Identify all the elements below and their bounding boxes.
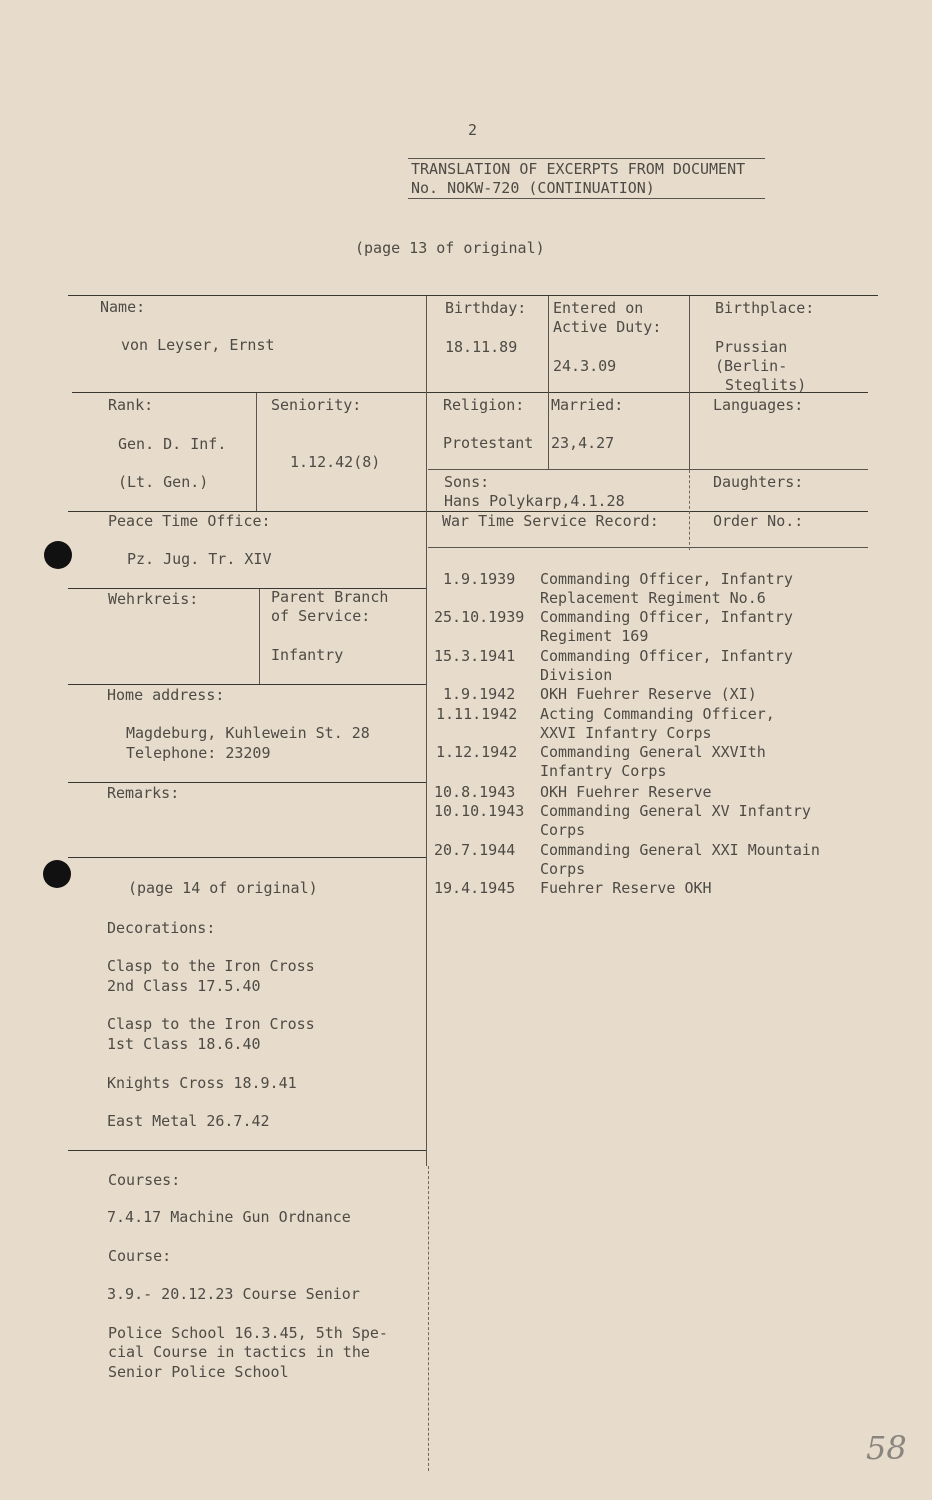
course-item-1: 7.4.17 Machine Gun Ordnance bbox=[107, 1208, 351, 1226]
document-number: No. NOKW-720 (CONTINUATION) bbox=[411, 179, 655, 197]
war-record-text: XXVI Infantry Corps bbox=[540, 724, 712, 742]
punch-hole-top bbox=[44, 541, 72, 569]
order-no-label: Order No.: bbox=[713, 512, 804, 530]
parent-branch-label: Parent Branch bbox=[271, 588, 389, 606]
war-record-text: Regiment 169 bbox=[540, 627, 649, 645]
rank-divider bbox=[256, 393, 257, 511]
order-divider bbox=[689, 470, 690, 550]
course-paragraph-line-2: cial Course in tactics in the bbox=[108, 1343, 370, 1361]
war-record-text: Acting Commanding Officer, bbox=[540, 705, 775, 723]
course-item-2: 3.9.- 20.12.23 Course Senior bbox=[107, 1285, 360, 1303]
war-record-date: 10.8.1943 bbox=[434, 783, 516, 801]
entered-divider bbox=[689, 296, 690, 470]
name-label: Name: bbox=[100, 298, 146, 316]
parent-branch-value: Infantry bbox=[271, 646, 344, 664]
war-record-text: OKH Fuehrer Reserve bbox=[540, 783, 712, 801]
courses-rule bbox=[68, 1150, 426, 1151]
daughters-label: Daughters: bbox=[713, 473, 804, 491]
war-record-text: Commanding Officer, Infantry bbox=[540, 647, 793, 665]
war-record-date: 1.9.1939 bbox=[443, 570, 516, 588]
home-rule bbox=[68, 684, 426, 685]
course-paragraph-line-1: Police School 16.3.45, 5th Spe- bbox=[108, 1324, 388, 1342]
page-reference-mid: (page 14 of original) bbox=[128, 879, 318, 897]
birthday-divider bbox=[548, 296, 549, 470]
war-record-date: 1.9.1942 bbox=[443, 685, 516, 703]
remarks-label: Remarks: bbox=[107, 784, 180, 802]
birthplace-label: Birthplace: bbox=[715, 299, 815, 317]
war-record-date: 19.4.1945 bbox=[434, 879, 516, 897]
war-record-date: 10.10.1943 bbox=[434, 802, 525, 820]
rank-line-1: Gen. D. Inf. bbox=[118, 435, 227, 453]
course-paragraph-line-3: Senior Police School bbox=[108, 1363, 289, 1381]
rank-label: Rank: bbox=[108, 396, 154, 414]
war-record-date: 20.7.1944 bbox=[434, 841, 516, 859]
war-record-text: Commanding General XV Infantry bbox=[540, 802, 811, 820]
remarks-bottom-rule bbox=[68, 857, 426, 858]
peace-office-label: Peace Time Office: bbox=[108, 512, 271, 530]
page-reference-top: (page 13 of original) bbox=[355, 239, 545, 257]
table-top-rule bbox=[68, 295, 878, 296]
birthplace-line-3: Steglits) bbox=[725, 376, 807, 394]
decoration-item: Clasp to the Iron Cross bbox=[107, 1015, 315, 1033]
war-record-text: Division bbox=[540, 666, 613, 684]
married-value: 23,4.27 bbox=[551, 434, 615, 452]
punch-hole-bottom bbox=[43, 860, 71, 888]
name-value: von Leyser, Ernst bbox=[121, 336, 275, 354]
war-record-text: Commanding Officer, Infantry bbox=[540, 608, 793, 626]
entered-label-2: Active Duty: bbox=[553, 318, 662, 336]
war-record-text: Commanding Officer, Infantry bbox=[540, 570, 793, 588]
war-record-date: 15.3.1941 bbox=[434, 647, 516, 665]
page-number: 2 bbox=[468, 121, 478, 139]
war-record-text: Infantry Corps bbox=[540, 762, 667, 780]
entered-value: 24.3.09 bbox=[553, 357, 617, 375]
document-title: TRANSLATION OF EXCERPTS FROM DOCUMENT bbox=[411, 160, 746, 178]
war-record-text: Replacement Regiment No.6 bbox=[540, 589, 766, 607]
birthplace-line-1: Prussian bbox=[715, 338, 788, 356]
home-telephone: Telephone: 23209 bbox=[126, 744, 271, 762]
wehrkreis-label: Wehrkreis: bbox=[108, 590, 199, 608]
peace-office-value: Pz. Jug. Tr. XIV bbox=[127, 550, 272, 568]
home-address-label: Home address: bbox=[107, 686, 225, 704]
decoration-item: Clasp to the Iron Cross bbox=[107, 957, 315, 975]
title-rule-bottom bbox=[408, 198, 765, 199]
religion-value: Protestant bbox=[443, 434, 534, 452]
birthday-value: 18.11.89 bbox=[445, 338, 518, 356]
war-record-label: War Time Service Record: bbox=[442, 512, 659, 530]
title-rule bbox=[408, 158, 765, 159]
decoration-item: East Metal 26.7.42 bbox=[107, 1112, 270, 1130]
war-record-date: 1.11.1942 bbox=[436, 705, 518, 723]
parent-branch-label-2: of Service: bbox=[271, 607, 371, 625]
war-header-rule bbox=[428, 547, 868, 548]
seniority-value: 1.12.42(8) bbox=[290, 453, 381, 471]
war-record-text: Corps bbox=[540, 821, 586, 839]
remarks-rule bbox=[68, 782, 426, 783]
handwritten-page-number: 58 bbox=[866, 1429, 907, 1467]
war-record-text: Commanding General XXVIth bbox=[540, 743, 766, 761]
sons-label: Sons: bbox=[444, 473, 490, 491]
birthday-label: Birthday: bbox=[445, 299, 527, 317]
decoration-item: 1st Class 18.6.40 bbox=[107, 1035, 261, 1053]
home-address-line-1: Magdeburg, Kuhlewein St. 28 bbox=[126, 724, 370, 742]
center-divider bbox=[426, 296, 427, 1166]
center-divider-lower bbox=[428, 1166, 429, 1471]
wehrkreis-divider bbox=[259, 589, 260, 684]
sons-rule bbox=[428, 469, 868, 470]
seniority-label: Seniority: bbox=[271, 396, 362, 414]
languages-label: Languages: bbox=[713, 396, 804, 414]
rank-line-2: (Lt. Gen.) bbox=[118, 473, 209, 491]
decoration-item: 2nd Class 17.5.40 bbox=[107, 977, 261, 995]
birthplace-line-2: (Berlin- bbox=[715, 357, 788, 375]
entered-label: Entered on bbox=[553, 299, 644, 317]
war-record-text: Commanding General XXI Mountain bbox=[540, 841, 820, 859]
courses-label-2: Course: bbox=[108, 1247, 172, 1265]
sons-value: Hans Polykarp,4.1.28 bbox=[444, 492, 625, 510]
war-record-text: OKH Fuehrer Reserve (XI) bbox=[540, 685, 757, 703]
war-record-date: 25.10.1939 bbox=[434, 608, 525, 626]
war-record-text: Corps bbox=[540, 860, 586, 878]
war-record-date: 1.12.1942 bbox=[436, 743, 518, 761]
religion-label: Religion: bbox=[443, 396, 525, 414]
married-label: Married: bbox=[551, 396, 624, 414]
decorations-label: Decorations: bbox=[107, 919, 216, 937]
decoration-item: Knights Cross 18.9.41 bbox=[107, 1074, 297, 1092]
war-record-text: Fuehrer Reserve OKH bbox=[540, 879, 712, 897]
courses-label: Courses: bbox=[108, 1171, 181, 1189]
